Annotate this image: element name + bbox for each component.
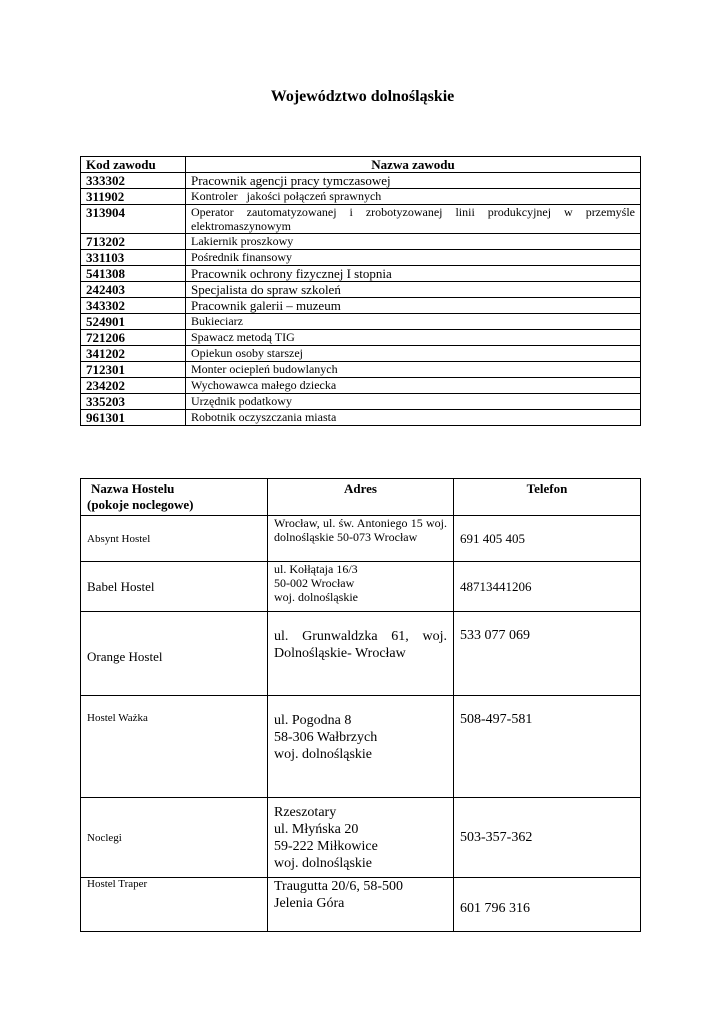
hostel-phone: 601 796 316 — [454, 878, 641, 932]
header-hostel-name-line1: Nazwa Hostelu — [91, 481, 175, 496]
table-row — [81, 282, 641, 298]
occupation-code: 234202 — [81, 378, 186, 394]
occupation-code: 721206 — [81, 330, 186, 346]
hostel-address — [268, 516, 454, 562]
column-header-address: Adres — [268, 479, 454, 516]
table-row — [81, 696, 641, 798]
address-line: ul. Młyńska 20 — [274, 821, 359, 837]
hostel-phone: 533 077 069 — [454, 612, 641, 696]
address-line: Wrocław, ul. św. Antoniego 15 woj. dolnośląskie 50-073 Wrocław — [274, 516, 447, 544]
column-header-hostel-name — [81, 479, 268, 516]
address-line: Rzeszotary — [274, 804, 337, 820]
occupation-code: 335203 — [81, 394, 186, 410]
occupation-code: 242403 — [81, 282, 186, 298]
address-line: woj. dolnośląskie — [274, 747, 372, 762]
occupation-name: Wychowawca małego dziecka — [186, 378, 641, 394]
table-row — [81, 330, 641, 346]
hostels-table — [80, 478, 641, 932]
table-row — [81, 346, 641, 362]
address-line: ul. Pogodna 8 — [274, 713, 352, 728]
table-row — [81, 378, 641, 394]
occupation-name: Urzędnik podatkowy — [186, 394, 641, 410]
address-line: ul. Kołłątaja 16/3 — [274, 562, 358, 576]
occupation-code: 313904 — [81, 205, 186, 234]
occupation-name: Monter ociepleń budowlanych — [186, 362, 641, 378]
hostel-address — [268, 612, 454, 696]
hostel-name: Orange Hostel — [81, 612, 268, 696]
table-row — [81, 298, 641, 314]
occupation-code: 712301 — [81, 362, 186, 378]
occupation-name: Lakiernik proszkowy — [186, 234, 641, 250]
occupation-code: 343302 — [81, 298, 186, 314]
occupation-name: Operator zautomatyzowanej i zrobotyzowanej linii produkcyjnej w przemyśle elektromaszynowym — [186, 205, 641, 234]
occupation-code: 331103 — [81, 250, 186, 266]
address-line: 50-002 Wrocław — [274, 576, 355, 590]
occupation-code: 713202 — [81, 234, 186, 250]
occupation-name: Pracownik agencji pracy tymczasowej — [186, 173, 641, 189]
occupations-table — [80, 156, 641, 426]
occupation-name: Pracownik ochrony fizycznej I stopnia — [186, 266, 641, 282]
address-line: 59-222 Miłkowice — [274, 838, 378, 854]
hostel-name: Babel Hostel — [81, 562, 268, 612]
occupation-name: Kontroler jakości połączeń sprawnych — [186, 189, 641, 205]
table-row — [81, 189, 641, 205]
table-row — [81, 205, 641, 234]
hostel-phone: 508-497-581 — [454, 696, 641, 798]
occupation-name: Specjalista do spraw szkoleń — [186, 282, 641, 298]
table-row — [81, 250, 641, 266]
occupation-code: 524901 — [81, 314, 186, 330]
table-header-row — [81, 157, 641, 173]
occupation-code: 341202 — [81, 346, 186, 362]
table-row — [81, 314, 641, 330]
occupation-name: Pośrednik finansowy — [186, 250, 641, 266]
table-row — [81, 173, 641, 189]
hostel-name: Hostel Ważka — [81, 696, 268, 798]
occupation-code: 541308 — [81, 266, 186, 282]
table-row — [81, 266, 641, 282]
column-header-name: Nazwa zawodu — [186, 157, 641, 173]
address-line: woj. dolnośląskie — [274, 590, 358, 604]
hostel-address — [268, 562, 454, 612]
table-row — [81, 394, 641, 410]
address-line: 58-306 Wałbrzych — [274, 730, 378, 745]
hostel-address — [268, 696, 454, 798]
occupation-name: Bukieciarz — [186, 314, 641, 330]
table-row — [81, 562, 641, 612]
hostel-name: Absynt Hostel — [81, 516, 268, 562]
table-row — [81, 410, 641, 426]
occupation-name: Pracownik galerii – muzeum — [186, 298, 641, 314]
table-header-row — [81, 479, 641, 516]
header-hostel-name-line2: (pokoje noclegowe) — [87, 497, 194, 512]
table-row — [81, 878, 641, 932]
occupation-name: Robotnik oczyszczania miasta — [186, 410, 641, 426]
page-title: Województwo dolnośląskie — [270, 88, 455, 105]
address-line: ul. Grunwaldzka 61, woj. Dolnośląskie- Wrocław — [274, 629, 447, 661]
hostel-address — [268, 798, 454, 878]
occupation-name: Spawacz metodą TIG — [186, 330, 641, 346]
occupation-code: 961301 — [81, 410, 186, 426]
column-header-code: Kod zawodu — [81, 157, 186, 173]
table-row — [81, 234, 641, 250]
address-line: woj. dolnośląskie — [274, 855, 372, 871]
hostel-address — [268, 878, 454, 932]
table-row — [81, 798, 641, 878]
occupation-code: 311902 — [81, 189, 186, 205]
table-row — [81, 516, 641, 562]
table-row — [81, 362, 641, 378]
hostel-phone: 48713441206 — [454, 562, 641, 612]
occupation-name: Opiekun osoby starszej — [186, 346, 641, 362]
column-header-phone: Telefon — [454, 479, 641, 516]
address-line: Traugutta 20/6, 58-500 — [274, 879, 403, 894]
table-row — [81, 612, 641, 696]
hostel-phone: 503-357-362 — [454, 798, 641, 878]
hostel-phone: 691 405 405 — [454, 516, 641, 562]
occupation-code: 333302 — [81, 173, 186, 189]
hostel-name: Hostel Traper — [81, 878, 268, 932]
hostel-name: Noclegi — [81, 798, 268, 878]
address-line: Jelenia Góra — [274, 896, 345, 911]
